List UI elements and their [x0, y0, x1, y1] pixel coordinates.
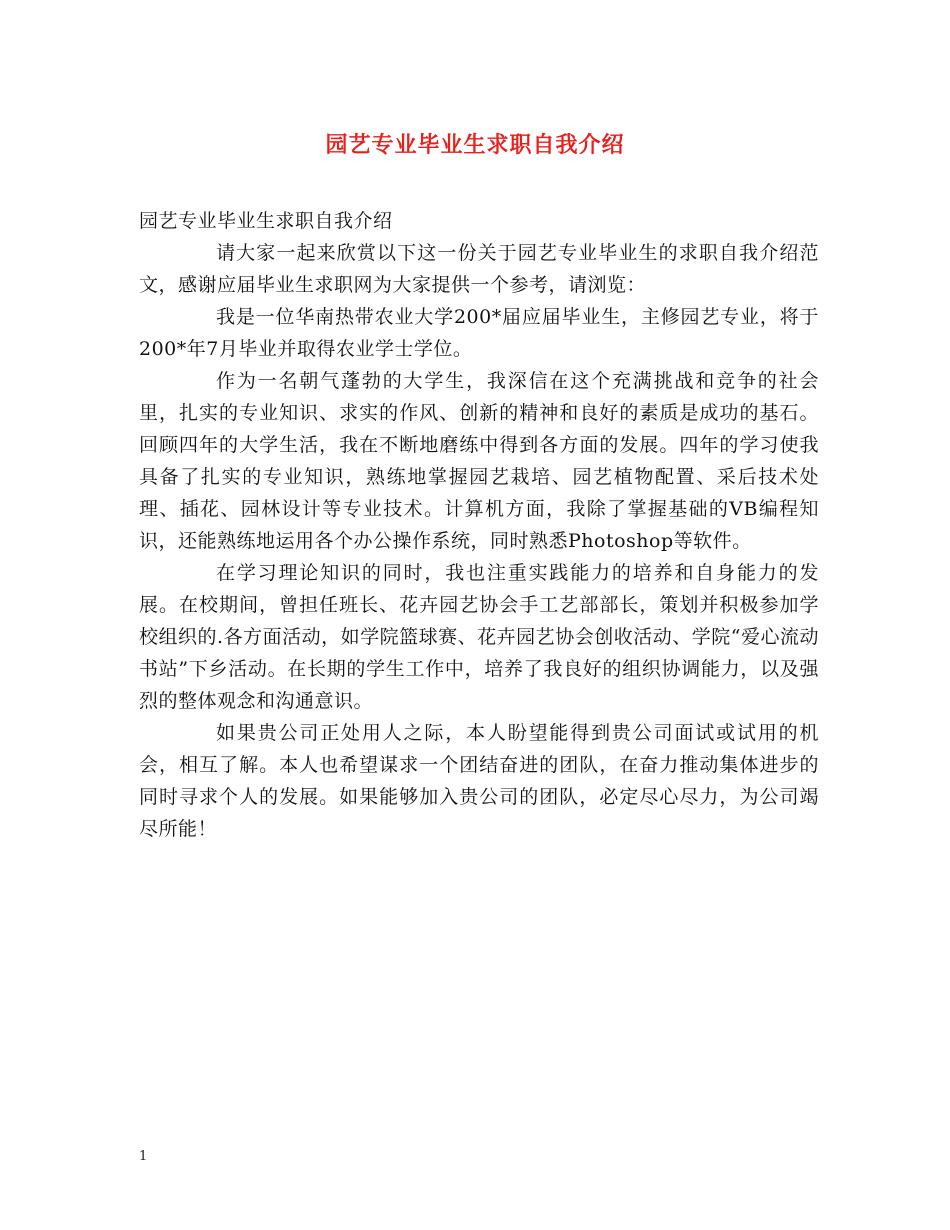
document-subtitle: 园艺专业毕业生求职自我介绍 [139, 210, 393, 232]
document-body [139, 205, 819, 845]
paragraph-closing: 如果贵公司正处用人之际，本人盼望能得到贵公司面试或试用的机会，相互了解。本人也希望谋求一个团结奋进的团队，在奋力推动集体进步的同时寻求个人的发展。如果能够加入贵公司的团队，必定尽心尽力，为公司竭尽所能！ [139, 722, 819, 840]
paragraph-activities: 在学习理论知识的同时，我也注重实践能力的培养和自身能力的发展。在校期间，曾担任班长、花卉园艺协会手工艺部部长，策划并积极参加学校组织的.各方面活动，如学院篮球赛、花卉园艺协会创收活动、学院“爱心流动书站”下乡活动。在长期的学生工作中，培养了我良好的组织协调能力，以及强烈的整体观念和沟通意识。 [139, 562, 819, 712]
page-title: 园艺专业毕业生求职自我介绍 [325, 132, 625, 158]
page-number: 1 [139, 1149, 148, 1164]
paragraph-background: 我是一位华南热带农业大学200*届应届毕业生，主修园艺专业，将于200*年7月毕业并取得农业学士学位。 [139, 306, 819, 360]
paragraph-intro: 请大家一起来欣赏以下这一份关于园艺专业毕业生的求职自我介绍范文，感谢应届毕业生求职网为大家提供一个参考，请浏览： [139, 242, 819, 296]
paragraph-skills: 作为一名朝气蓬勃的大学生，我深信在这个充满挑战和竞争的社会里，扎实的专业知识、求实的作风、创新的精神和良好的素质是成功的基石。回顾四年的大学生活，我在不断地磨练中得到各方面的发展。四年的学习使我具备了扎实的专业知识，熟练地掌握园艺栽培、园艺植物配置、采后技术处理、插花、园林设计等专业技术。计算机方面，我除了掌握基础的VB编程知识，还能熟练地运用各个办公操作系统，同时熟悉Photoshop等软件。 [139, 370, 819, 552]
